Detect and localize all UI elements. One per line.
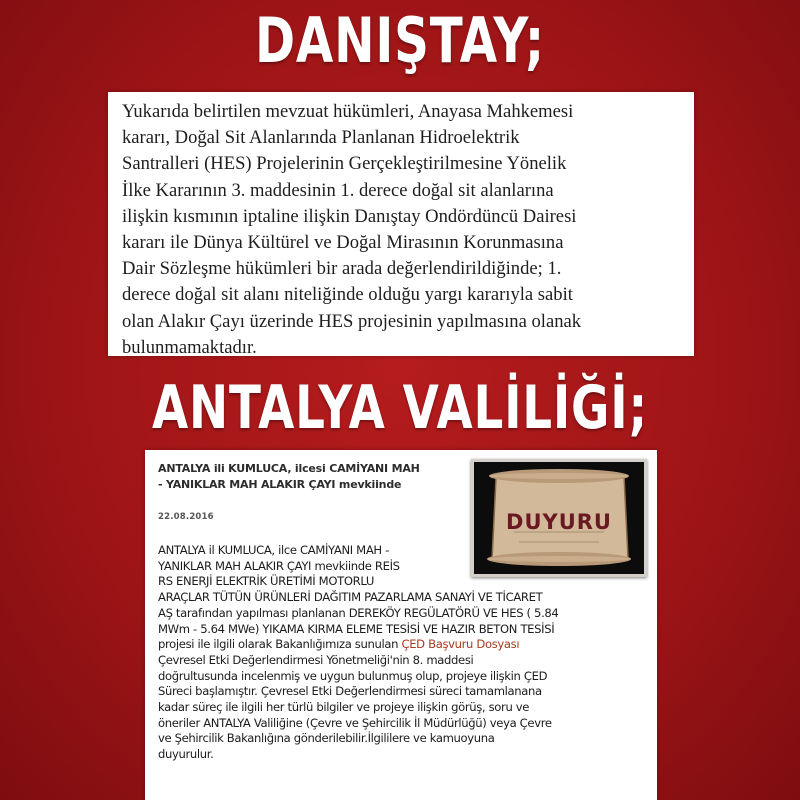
announcement-title-line: ANTALYA ili KUMLUCA, ilcesi CAMİYANI MAH bbox=[158, 462, 420, 475]
body-line-text: projesi ile ilgili olarak Bakanlığımıza sunulan bbox=[158, 637, 402, 652]
danistay-excerpt bbox=[108, 92, 694, 356]
excerpt-line: İlke Kararının 3. maddesinin 1. derece doğal sit alanlarına bbox=[122, 179, 554, 201]
excerpt-line: olan Alakır Çayı üzerinde HES projesinin yapılmasına olanak bbox=[122, 310, 582, 332]
excerpt-line: kararı, Doğal Sit Alanlarında Planlanan Hidroelektrik bbox=[122, 127, 520, 149]
body-line: ANTALYA il KUMLUCA, ilce CAMİYANI MAH - bbox=[158, 543, 389, 557]
body-line: Süreci başlamıştır. Çevresel Etki Değerlendirmesi süreci tamamlanana bbox=[158, 684, 542, 699]
body-line: MWm - 5.64 MWe) YIKAMA KIRMA ELEME TESİSİ VE HAZIR BETON TESİSİ bbox=[158, 621, 555, 636]
body-line bbox=[158, 637, 652, 653]
excerpt-line: derece doğal sit alanı niteliğinde olduğu yargı kararıyla sabit bbox=[122, 284, 573, 306]
ced-application-file-link[interactable]: ÇED Başvuru Dosyası bbox=[401, 637, 520, 652]
body-line: ARAÇLAR TÜTÜN ÜRÜNLERİ DAĞITIM PAZARLAMA SANAYİ VE TİCARET bbox=[158, 590, 543, 605]
body-line: RS ENERJİ ELEKTRİK ÜRETİMİ MOTORLU bbox=[158, 574, 374, 589]
body-line: kadar süreç ile ilgili her türlü bilgiler ve projeye ilişkin görüş, soru ve bbox=[158, 700, 530, 715]
excerpt-line: Dair Sözleşme hükümleri bir arada değerlendirildiğinde; 1. bbox=[122, 258, 562, 280]
excerpt-line: Yukarıda belirtilen mevzuat hükümleri, Anayasa Mahkemesi bbox=[122, 101, 574, 122]
body-line: YANIKLAR MAH ALAKIR ÇAYI mevkiinde REİS bbox=[158, 558, 400, 573]
body-line: AŞ tarafından yapılması planlanan DEREKÖY REGÜLATÖRÜ VE HES ( 5.84 bbox=[158, 605, 559, 620]
announcement-body bbox=[158, 543, 652, 763]
excerpt-line: kararı ile Dünya Kültürel ve Doğal Mirasının Korunmasına bbox=[122, 232, 564, 254]
body-line: ve Şehircilik Bakanlığına gönderilebilir.İlgililere ve kamuoyuna bbox=[158, 731, 495, 746]
body-line: öneriler ANTALYA Valiliğine (Çevre ve Şehircilik İl Müdürlüğü) veya Çevre bbox=[158, 715, 552, 730]
heading-antalya-valiligi: ANTALYA VALİLİĞİ; bbox=[152, 373, 648, 443]
announcement-card bbox=[145, 450, 657, 800]
excerpt-line: bulunmamaktadır. bbox=[122, 336, 257, 358]
duyuru-label: DUYURU bbox=[506, 510, 612, 534]
announcement-date: 22.08.2016 bbox=[158, 512, 214, 522]
announcement-title[interactable] bbox=[158, 461, 420, 493]
excerpt-line: ilişkin kısmının iptaline ilişkin Danıştay Ondördüncü Dairesi bbox=[122, 205, 577, 227]
body-line: doğrultusunda incelenmiş ve uygun bulunmuş olup, projeye ilişkin ÇED bbox=[158, 668, 548, 683]
excerpt-line: Santralleri (HES) Projelerinin Gerçekleştirilmesine Yönelik bbox=[122, 153, 567, 175]
announcement-title-line: - YANIKLAR MAH ALAKIR ÇAYI mevkiinde bbox=[158, 478, 402, 491]
heading-danistay: DANIŞTAY; bbox=[254, 4, 546, 77]
body-line: duyurulur. bbox=[158, 747, 214, 762]
body-line: Çevresel Etki Değerlendirmesi Yönetmeliği'nin 8. maddesi bbox=[158, 652, 474, 667]
